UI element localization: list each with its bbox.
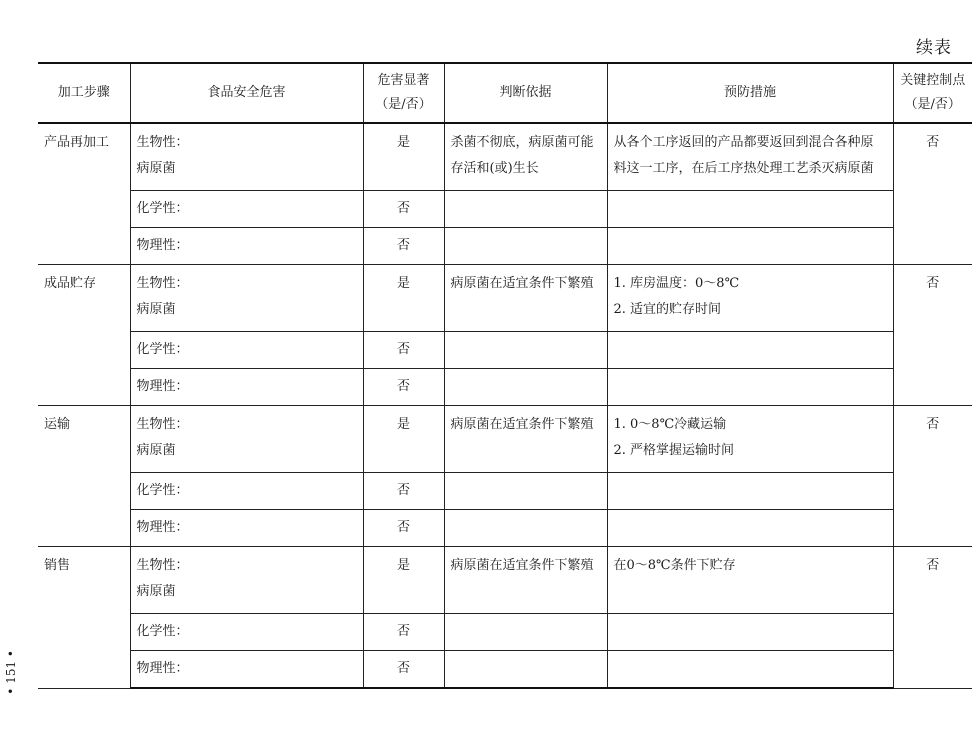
bio-agent: 病原菌: [136, 161, 176, 176]
header-measures: 预防措施: [607, 63, 893, 123]
ccp-cell: 否: [893, 547, 972, 689]
basis-line: 病原菌在适宜条件下繁殖: [450, 558, 594, 573]
table-row: [38, 191, 972, 228]
measures-cell: [607, 228, 893, 265]
hazard-cell: 物理性：: [130, 510, 363, 547]
continued-label: 续表: [916, 38, 952, 58]
significance-cell: 否: [363, 651, 444, 689]
page-number: • 151 •: [4, 650, 18, 695]
significance-cell: 否: [363, 228, 444, 265]
measures-cell: [607, 369, 893, 406]
significance-cell: 是: [363, 547, 444, 614]
header-step: 加工步骤: [38, 63, 130, 123]
bio-agent: 病原菌: [136, 302, 176, 317]
basis-cell: [444, 510, 607, 547]
measures-cell: [607, 332, 893, 369]
hazard-cell: 化学性：: [130, 332, 363, 369]
significance-cell: 否: [363, 614, 444, 651]
hazard-cell: 物理性：: [130, 651, 363, 689]
measure-line: 1. 0～8℃冷藏运输: [613, 417, 727, 432]
measures-cell: [607, 406, 893, 473]
hazard-cell: 化学性：: [130, 614, 363, 651]
hazard-cell: 化学性：: [130, 473, 363, 510]
significance-cell: 是: [363, 265, 444, 332]
hazard-cell: [130, 547, 363, 614]
measures-cell: [607, 614, 893, 651]
step-cell: 产品再加工: [38, 123, 130, 265]
measures-cell: [607, 651, 893, 689]
basis-line: 存活和(或)生长: [450, 161, 539, 176]
significance-cell: 否: [363, 191, 444, 228]
basis-line: 病原菌在适宜条件下繁殖: [450, 417, 594, 432]
header-basis: 判断依据: [444, 63, 607, 123]
basis-cell: [444, 369, 607, 406]
hazard-cell: [130, 265, 363, 332]
table-row: [38, 614, 972, 651]
bio-label: 生物性：: [136, 276, 189, 291]
basis-cell: [444, 406, 607, 473]
measure-line: 2. 适宜的贮存时间: [613, 302, 722, 317]
basis-line: 病原菌在适宜条件下繁殖: [450, 276, 594, 291]
basis-cell: [444, 547, 607, 614]
basis-cell: [444, 651, 607, 689]
hazard-cell: 物理性：: [130, 228, 363, 265]
table-row: [38, 406, 972, 473]
bio-label: 生物性：: [136, 558, 189, 573]
significance-cell: 否: [363, 369, 444, 406]
hazard-cell: 化学性：: [130, 191, 363, 228]
basis-cell: [444, 473, 607, 510]
table-row: [38, 473, 972, 510]
measures-cell: [607, 547, 893, 614]
measures-cell: [607, 473, 893, 510]
basis-cell: [444, 265, 607, 332]
measure-line: 料这一工序，在后工序热处理工艺杀灭病原菌: [613, 161, 874, 176]
basis-cell: [444, 228, 607, 265]
measure-line: 2. 严格掌握运输时间: [613, 443, 735, 458]
significance-cell: 否: [363, 510, 444, 547]
significance-cell: 是: [363, 406, 444, 473]
measure-line: 从各个工序返回的产品都要返回到混合各种原: [613, 135, 874, 150]
header-ccp-line2: （是/否）: [904, 97, 961, 112]
measures-cell: [607, 123, 893, 191]
bio-label: 生物性：: [136, 417, 189, 432]
step-cell: 销售: [38, 547, 130, 689]
basis-cell: [444, 123, 607, 191]
table-row: [38, 369, 972, 406]
header-significant: [363, 63, 444, 123]
bio-agent: 病原菌: [136, 443, 176, 458]
step-cell: 运输: [38, 406, 130, 547]
significance-cell: 是: [363, 123, 444, 191]
basis-line: 杀菌不彻底，病原菌可能: [450, 135, 594, 150]
measures-cell: [607, 510, 893, 547]
header-ccp: [893, 63, 972, 123]
table-row: [38, 547, 972, 614]
basis-cell: [444, 191, 607, 228]
header-significant-line1: 危害显著: [377, 73, 430, 88]
measure-line: 在0～8℃条件下贮存: [613, 558, 736, 573]
table-row: [38, 332, 972, 369]
bio-label: 生物性：: [136, 135, 189, 150]
significance-cell: 否: [363, 332, 444, 369]
step-cell: 成品贮存: [38, 265, 130, 406]
bio-agent: 病原菌: [136, 584, 176, 599]
ccp-cell: 否: [893, 265, 972, 406]
header-ccp-line1: 关键控制点: [900, 73, 966, 88]
measure-line: 1. 库房温度：0～8℃: [613, 276, 740, 291]
measures-cell: [607, 191, 893, 228]
table-row: [38, 228, 972, 265]
header-hazard: 食品安全危害: [130, 63, 363, 123]
basis-cell: [444, 614, 607, 651]
header-significant-line2: （是/否）: [375, 97, 432, 112]
table-row: [38, 651, 972, 689]
table-row: [38, 265, 972, 332]
ccp-cell: 否: [893, 406, 972, 547]
measures-cell: [607, 265, 893, 332]
hazard-cell: 物理性：: [130, 369, 363, 406]
significance-cell: 否: [363, 473, 444, 510]
basis-cell: [444, 332, 607, 369]
ccp-cell: 否: [893, 123, 972, 265]
hazard-cell: [130, 123, 363, 191]
header-row: [38, 63, 972, 123]
table-row: [38, 123, 972, 191]
table-row: [38, 510, 972, 547]
hazard-analysis-table: [38, 62, 972, 689]
hazard-cell: [130, 406, 363, 473]
